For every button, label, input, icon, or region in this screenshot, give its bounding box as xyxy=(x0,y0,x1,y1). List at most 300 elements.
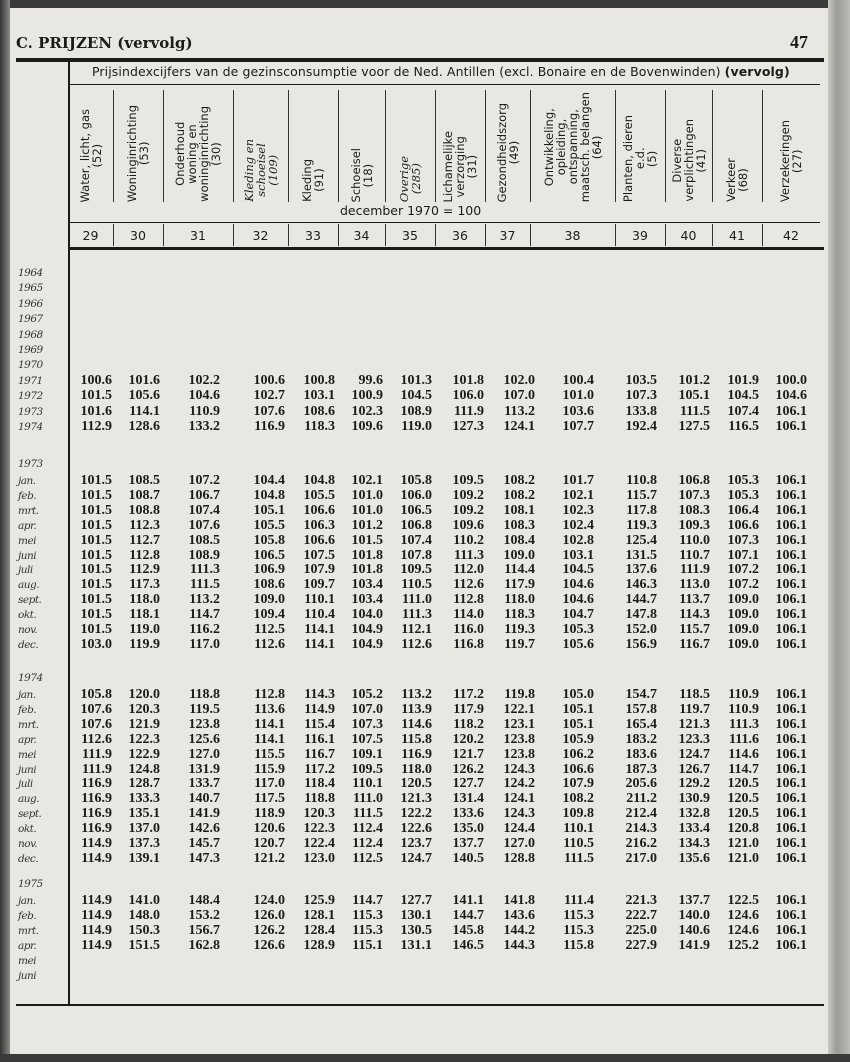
column-header-34 xyxy=(338,90,385,202)
column-header-33 xyxy=(288,90,338,202)
table-cell: 114.7 xyxy=(352,893,383,908)
table-cell: 106.6 xyxy=(727,517,759,533)
table-cell: 130.9 xyxy=(678,791,710,807)
table-cell: 119.0 xyxy=(129,622,160,637)
table-cell: 118.8 xyxy=(189,687,220,702)
table-cell: 100.4 xyxy=(562,372,594,388)
table-cell: 112.5 xyxy=(254,622,285,637)
column-divider xyxy=(665,90,666,202)
table-cell: 102.1 xyxy=(351,473,383,488)
table-cell: 106.2 xyxy=(562,746,594,762)
table-cell: 120.3 xyxy=(128,701,160,717)
table-cell: 106.1 xyxy=(775,622,807,637)
table-cell: 124.4 xyxy=(503,821,535,837)
table-cell: 105.3 xyxy=(562,622,594,637)
scan-top-edge xyxy=(0,0,850,8)
table-cell: 144.3 xyxy=(503,937,535,953)
table-cell: 106.4 xyxy=(727,502,759,518)
row-label: juli xyxy=(18,778,33,791)
table-cell: 124.1 xyxy=(503,791,535,807)
column-label: Woninginrichting (53) xyxy=(125,104,151,202)
table-cell: 101.5 xyxy=(351,532,383,548)
table-cell: 109.0 xyxy=(727,636,759,652)
table-cell: 109.5 xyxy=(452,473,484,488)
column-divider xyxy=(615,224,616,246)
table-cell: 125.4 xyxy=(625,532,657,548)
year-heading: 1973 xyxy=(18,458,43,470)
column-divider xyxy=(762,224,763,246)
table-cell: 112.7 xyxy=(129,532,160,548)
row-label: 1972 xyxy=(18,390,43,403)
section-title: C. PRIJZEN (vervolg) xyxy=(16,34,193,52)
column-divider xyxy=(113,90,114,202)
table-cell: 122.1 xyxy=(503,701,535,717)
table-cell: 123.8 xyxy=(503,731,535,747)
table-cell: 133.7 xyxy=(188,776,220,792)
table-cell: 106.5 xyxy=(253,547,285,563)
row-label: sept. xyxy=(18,594,42,607)
table-cell: 99.6 xyxy=(358,372,383,388)
table-cell: 105.1 xyxy=(678,388,710,404)
table-cell: 102.4 xyxy=(562,517,594,533)
row-label: feb. xyxy=(18,909,37,922)
table-cell: 101.7 xyxy=(562,473,594,488)
page-number: 47 xyxy=(790,32,808,52)
table-cell: 151.5 xyxy=(128,937,160,953)
table-cell: 109.2 xyxy=(452,502,484,518)
column-divider xyxy=(288,224,289,246)
table-cell: 105.8 xyxy=(80,687,112,702)
table-cell: 128.1 xyxy=(303,907,335,923)
table-cell: 118.9 xyxy=(254,806,285,822)
table-cell: 114.9 xyxy=(81,893,112,908)
table-cell: 221.3 xyxy=(625,893,657,908)
row-label: aug. xyxy=(18,579,40,592)
table-cell: 153.2 xyxy=(188,907,220,923)
table-cell: 108.3 xyxy=(678,502,710,518)
scan-bottom-edge xyxy=(0,1054,850,1062)
table-cell: 106.1 xyxy=(775,403,807,419)
column-header-30 xyxy=(113,90,163,202)
table-cell: 106.6 xyxy=(562,761,594,777)
table-cell: 105.8 xyxy=(400,473,432,488)
table-cell: 113.0 xyxy=(679,577,710,593)
table-cell: 112.9 xyxy=(81,419,112,434)
table-cell: 113.7 xyxy=(679,592,710,608)
table-cell: 118.4 xyxy=(304,776,335,792)
table-cell: 107.9 xyxy=(303,562,335,578)
table-cell: 104.6 xyxy=(188,388,220,404)
table-cell: 111.9 xyxy=(82,761,112,777)
row-label: nov. xyxy=(18,838,38,850)
table-cell: 122.3 xyxy=(128,731,160,747)
table-cell: 106.9 xyxy=(253,562,285,578)
table-cell: 117.8 xyxy=(626,502,657,518)
table-cell: 120.3 xyxy=(303,806,335,822)
row-label: jan. xyxy=(18,895,36,907)
table-cell: 111.0 xyxy=(353,791,383,807)
row-label: dec. xyxy=(18,638,39,651)
table-cell: 124.0 xyxy=(253,893,285,908)
table-cell: 112.8 xyxy=(129,547,160,563)
table-cell: 111.6 xyxy=(729,731,759,747)
table-cell: 105.3 xyxy=(727,473,759,488)
column-label: Gezondheidszorg (49) xyxy=(494,102,521,202)
table-cell: 124.1 xyxy=(503,419,535,434)
table-cell: 113.6 xyxy=(254,701,285,717)
table-cell: 187.3 xyxy=(625,761,657,777)
table-cell: 107.4 xyxy=(400,532,432,548)
table-cell: 111.9 xyxy=(680,562,710,578)
table-cell: 109.1 xyxy=(351,746,383,762)
table-cell: 126.7 xyxy=(678,761,710,777)
table-cell: 120.5 xyxy=(400,776,432,792)
column-label: Kleding en schoeisel (109) xyxy=(241,139,280,202)
table-cell: 108.6 xyxy=(253,577,285,593)
table-cell: 131.9 xyxy=(188,761,220,777)
table-cell: 106.1 xyxy=(775,776,807,792)
title-rule xyxy=(68,84,820,85)
table-cell: 105.1 xyxy=(562,701,594,717)
row-label: mei xyxy=(18,954,37,967)
table-cell: 108.8 xyxy=(128,502,160,518)
table-cell: 106.1 xyxy=(775,607,807,623)
table-cell: 108.2 xyxy=(562,791,594,807)
table-cell: 109.3 xyxy=(678,517,710,533)
column-header-40 xyxy=(665,90,712,202)
table-cell: 117.2 xyxy=(453,687,484,702)
table-cell: 112.8 xyxy=(453,592,484,608)
table-cell: 107.7 xyxy=(562,419,594,434)
table-cell: 105.5 xyxy=(253,517,285,533)
column-number: 40 xyxy=(680,228,697,243)
column-label: Planten, dieren e.d. (5) xyxy=(621,114,659,202)
year-heading: 1974 xyxy=(18,672,43,684)
table-cell: 115.3 xyxy=(563,922,594,938)
column-number: 34 xyxy=(353,228,370,243)
table-cell: 117.5 xyxy=(254,791,285,807)
table-cell: 101.5 xyxy=(80,532,112,548)
table-title-suffix: (vervolg) xyxy=(724,64,790,79)
table-cell: 118.8 xyxy=(304,791,335,807)
row-label: juni xyxy=(18,969,37,982)
table-cell: 131.5 xyxy=(625,547,657,563)
table-cell: 106.6 xyxy=(303,502,335,518)
table-cell: 110.5 xyxy=(401,577,432,593)
table-cell: 135.1 xyxy=(128,806,160,822)
table-cell: 116.5 xyxy=(728,419,759,434)
column-number: 33 xyxy=(305,228,321,243)
table-cell: 137.0 xyxy=(128,821,160,837)
table-cell: 133.3 xyxy=(128,791,160,807)
table-cell: 108.5 xyxy=(188,532,220,548)
column-divider xyxy=(163,90,164,202)
row-label: feb. xyxy=(18,703,37,716)
column-divider xyxy=(530,224,531,246)
table-cell: 107.2 xyxy=(727,562,759,578)
table-cell: 118.1 xyxy=(129,607,160,623)
table-cell: 114.3 xyxy=(304,687,335,702)
table-cell: 105.9 xyxy=(562,731,594,747)
table-cell: 106.1 xyxy=(775,836,807,851)
table-cell: 127.7 xyxy=(452,776,484,792)
table-cell: 101.2 xyxy=(678,372,710,388)
table-cell: 116.8 xyxy=(453,636,484,652)
table-cell: 114.9 xyxy=(304,701,335,717)
table-cell: 114.9 xyxy=(81,836,112,851)
row-label: mrt. xyxy=(18,504,39,517)
table-cell: 108.6 xyxy=(303,403,335,419)
row-label: 1971 xyxy=(18,374,43,387)
table-cell: 101.8 xyxy=(452,372,484,388)
table-cell: 211.2 xyxy=(626,791,657,807)
table-cell: 124.8 xyxy=(128,761,160,777)
table-cell: 107.6 xyxy=(80,701,112,717)
row-label: 1973 xyxy=(18,405,43,418)
table-cell: 103.4 xyxy=(351,577,383,593)
table-cell: 124.6 xyxy=(727,922,759,938)
table-cell: 111.5 xyxy=(353,806,383,822)
table-cell: 105.5 xyxy=(303,487,335,503)
table-cell: 106.3 xyxy=(303,517,335,533)
row-label: jan. xyxy=(18,475,36,487)
table-cell: 124.2 xyxy=(503,776,535,792)
table-cell: 141.9 xyxy=(188,806,220,822)
table-cell: 140.6 xyxy=(678,922,710,938)
table-cell: 103.6 xyxy=(562,403,594,419)
table-cell: 109.6 xyxy=(452,517,484,533)
table-cell: 114.7 xyxy=(728,761,759,777)
row-label: mrt. xyxy=(18,718,39,731)
table-cell: 141.9 xyxy=(678,937,710,953)
table-cell: 110.1 xyxy=(563,821,594,837)
table-cell: 108.2 xyxy=(503,473,535,488)
table-cell: 120.6 xyxy=(253,821,285,837)
row-label: sept. xyxy=(18,808,42,821)
table-cell: 123.8 xyxy=(188,716,220,732)
table-cell: 102.0 xyxy=(503,372,535,388)
table-cell: 106.1 xyxy=(775,473,807,488)
table-cell: 120.7 xyxy=(253,836,285,851)
table-cell: 108.9 xyxy=(188,547,220,563)
table-cell: 119.9 xyxy=(129,636,160,652)
column-number: 36 xyxy=(452,228,468,243)
table-cell: 106.7 xyxy=(188,487,220,503)
table-cell: 135.6 xyxy=(678,850,710,866)
table-title-text: Prijsindexcijfers van de gezinsconsumptie voor de Ned. Antillen (excl. Bonaire en de Bovenwinden) xyxy=(92,64,721,79)
table-cell: 104.6 xyxy=(775,388,807,404)
table-cell: 114.6 xyxy=(401,716,432,732)
table-cell: 145.7 xyxy=(188,836,220,851)
table-cell: 104.6 xyxy=(562,592,594,608)
table-cell: 106.1 xyxy=(775,937,807,953)
table-cell: 107.3 xyxy=(351,716,383,732)
table-cell: 101.5 xyxy=(80,607,112,623)
table-cell: 183.2 xyxy=(625,731,657,747)
column-number: 37 xyxy=(499,228,516,243)
row-label: 1966 xyxy=(18,297,43,310)
table-cell: 117.0 xyxy=(254,776,285,792)
table-cell: 114.6 xyxy=(728,746,759,762)
column-divider xyxy=(233,90,234,202)
table-cell: 205.6 xyxy=(625,776,657,792)
table-cell: 111.5 xyxy=(564,850,594,866)
page-edge xyxy=(828,0,850,1062)
table-cell: 108.5 xyxy=(128,473,160,488)
table-cell: 105.1 xyxy=(253,502,285,518)
table-cell: 103.1 xyxy=(303,388,335,404)
table-cell: 106.1 xyxy=(775,547,807,563)
row-label: nov. xyxy=(18,624,38,636)
table-cell: 123.1 xyxy=(503,716,535,732)
table-cell: 156.9 xyxy=(625,636,657,652)
column-header-29 xyxy=(68,90,113,202)
table-cell: 106.1 xyxy=(775,562,807,578)
table-cell: 103.4 xyxy=(351,592,383,608)
table-cell: 102.7 xyxy=(253,388,285,404)
table-cell: 147.3 xyxy=(188,850,220,866)
table-cell: 133.2 xyxy=(188,419,220,434)
table-cell: 106.0 xyxy=(452,388,484,404)
table-cell: 108.3 xyxy=(503,517,535,533)
table-cell: 109.8 xyxy=(562,806,594,822)
table-cell: 107.3 xyxy=(625,388,657,404)
column-divider xyxy=(163,224,164,246)
table-cell: 106.1 xyxy=(775,532,807,548)
table-cell: 106.1 xyxy=(775,701,807,717)
table-cell: 115.7 xyxy=(679,622,710,637)
table-cell: 101.5 xyxy=(80,487,112,503)
table-cell: 119.3 xyxy=(626,517,657,533)
table-cell: 128.9 xyxy=(303,937,335,953)
table-cell: 113.9 xyxy=(401,701,432,717)
table-cell: 115.7 xyxy=(626,487,657,503)
table-cell: 108.7 xyxy=(128,487,160,503)
table-cell: 124.3 xyxy=(503,761,535,777)
table-cell: 106.1 xyxy=(775,517,807,533)
table-cell: 110.1 xyxy=(304,592,335,608)
column-number: 29 xyxy=(82,228,99,243)
row-label: okt. xyxy=(18,823,37,836)
table-cell: 106.1 xyxy=(775,716,807,732)
table-cell: 115.3 xyxy=(352,907,383,923)
column-divider xyxy=(385,224,386,246)
table-cell: 117.3 xyxy=(129,577,160,593)
table-cell: 120.8 xyxy=(727,821,759,837)
table-cell: 115.9 xyxy=(254,761,285,777)
table-cell: 106.6 xyxy=(303,532,335,548)
table-cell: 106.1 xyxy=(775,687,807,702)
column-divider xyxy=(665,224,666,246)
table-cell: 100.6 xyxy=(80,372,112,388)
table-cell: 120.0 xyxy=(128,687,160,702)
table-cell: 112.4 xyxy=(352,821,383,837)
table-cell: 140.0 xyxy=(678,907,710,923)
table-cell: 107.3 xyxy=(678,487,710,503)
table-cell: 154.7 xyxy=(625,687,657,702)
table-cell: 111.5 xyxy=(680,403,710,419)
row-label: mei xyxy=(18,534,37,547)
row-label: apr. xyxy=(18,519,37,532)
table-cell: 217.0 xyxy=(625,850,657,866)
table-cell: 112.9 xyxy=(129,562,160,578)
table-cell: 104.0 xyxy=(351,607,383,623)
table-cell: 143.6 xyxy=(503,907,535,923)
table-cell: 106.0 xyxy=(400,487,432,503)
column-label: Diverse verplichtingen (41) xyxy=(669,119,708,202)
table-cell: 109.0 xyxy=(727,622,759,637)
table-cell: 102.3 xyxy=(351,403,383,419)
table-cell: 105.8 xyxy=(253,532,285,548)
table-cell: 128.8 xyxy=(503,850,535,866)
table-cell: 114.1 xyxy=(129,403,160,419)
table-cell: 146.5 xyxy=(452,937,484,953)
table-cell: 109.5 xyxy=(351,761,383,777)
table-cell: 106.1 xyxy=(775,592,807,608)
table-cell: 133.8 xyxy=(625,403,657,419)
table-cell: 125.6 xyxy=(188,731,220,747)
table-cell: 120.5 xyxy=(727,776,759,792)
table-cell: 116.7 xyxy=(679,636,710,652)
row-label: jan. xyxy=(18,689,36,701)
table-cell: 192.4 xyxy=(625,419,657,434)
table-cell: 109.0 xyxy=(503,547,535,563)
table-cell: 101.5 xyxy=(80,562,112,578)
table-cell: 126.6 xyxy=(253,937,285,953)
table-cell: 112.8 xyxy=(254,687,285,702)
table-cell: 141.1 xyxy=(452,893,484,908)
table-cell: 111.9 xyxy=(82,746,112,762)
table-cell: 104.8 xyxy=(253,487,285,503)
table-cell: 106.1 xyxy=(775,821,807,837)
column-number: 35 xyxy=(402,228,418,243)
table-cell: 101.9 xyxy=(727,372,759,388)
table-cell: 121.3 xyxy=(678,716,710,732)
column-header-37 xyxy=(485,90,530,202)
table-cell: 101.8 xyxy=(351,562,383,578)
table-cell: 118.5 xyxy=(679,687,710,702)
column-label: Overige (285) xyxy=(397,155,423,202)
table-cell: 122.6 xyxy=(400,821,432,837)
table-cell: 117.2 xyxy=(304,761,335,777)
table-cell: 101.5 xyxy=(80,577,112,593)
column-divider xyxy=(485,90,486,202)
header-bottom-rule xyxy=(68,247,824,250)
year-heading: 1975 xyxy=(18,878,43,890)
table-cell: 140.5 xyxy=(452,850,484,866)
table-cell: 102.2 xyxy=(188,372,220,388)
table-cell: 106.1 xyxy=(775,419,807,434)
table-cell: 116.9 xyxy=(254,419,285,434)
row-label: apr. xyxy=(18,939,37,952)
table-cell: 165.4 xyxy=(625,716,657,732)
row-label: 1965 xyxy=(18,282,43,295)
table-cell: 116.7 xyxy=(304,746,335,762)
table-cell: 124.6 xyxy=(727,907,759,923)
table-cell: 118.0 xyxy=(504,592,535,608)
row-label: apr. xyxy=(18,733,37,746)
table-cell: 104.9 xyxy=(351,636,383,652)
table-cell: 119.5 xyxy=(189,701,220,717)
table-cell: 101.5 xyxy=(80,473,112,488)
table-cell: 102.8 xyxy=(562,532,594,548)
table-cell: 128.4 xyxy=(303,922,335,938)
table-cell: 152.0 xyxy=(625,622,657,637)
table-cell: 216.2 xyxy=(625,836,657,851)
table-cell: 144.7 xyxy=(625,592,657,608)
table-cell: 125.2 xyxy=(727,937,759,953)
row-label: aug. xyxy=(18,793,40,806)
